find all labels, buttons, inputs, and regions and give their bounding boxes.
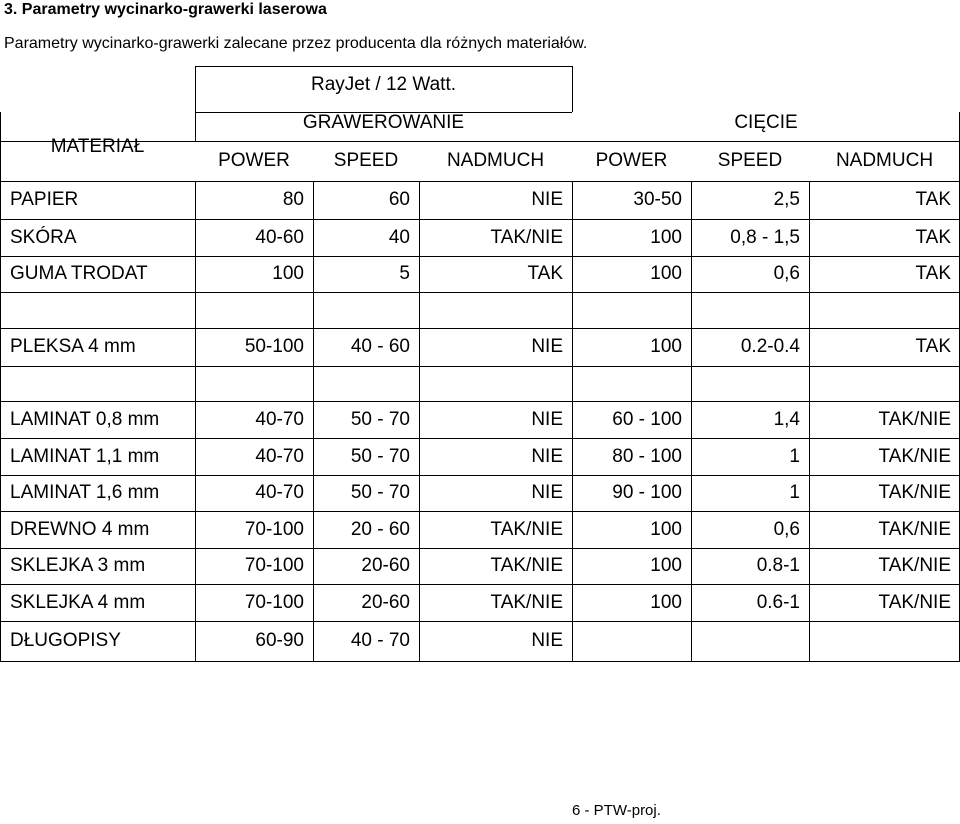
material-name: PAPIER: [10, 189, 79, 210]
table-cell: 30-50: [633, 189, 682, 210]
material-name: LAMINAT 0,8 mm: [10, 408, 160, 430]
intro-text: Parametry wycinarko-grawerki zalecane przez producenta dla różnych materiałów.: [4, 35, 588, 52]
table-cell: 20-60: [361, 591, 410, 613]
table-grid-line: [0, 366, 960, 367]
table-cell: 70-100: [244, 518, 304, 540]
table-grid-line: [0, 292, 960, 293]
table-cell: 1: [789, 482, 800, 503]
table-grid-line: [0, 621, 960, 622]
table-cell: 60 - 100: [612, 408, 682, 430]
table-cell: 40: [388, 226, 410, 248]
table-cell: 80 - 100: [612, 445, 682, 467]
material-name: GUMA TRODAT: [10, 263, 148, 284]
column-header: NADMUCH: [446, 150, 545, 171]
material-header: MATERIAŁ: [50, 135, 145, 157]
table-cell: 0,6: [773, 518, 800, 540]
column-header: POWER: [595, 150, 668, 171]
table-cell: 80: [282, 189, 304, 210]
table-cell: TAK/NIE: [490, 226, 563, 248]
table-cell: 100: [650, 555, 682, 576]
table-grid-line: [0, 256, 960, 257]
table-cell: 40-70: [255, 445, 304, 467]
section-heading: 3. Parametry wycinarko-grawerki laserowa: [4, 1, 327, 18]
table-grid-line: [572, 66, 573, 112]
material-name: SKLEJKA 4 mm: [10, 591, 146, 613]
table-cell: TAK/NIE: [490, 518, 563, 540]
table-grid-line: [0, 181, 960, 182]
material-name: DREWNO 4 mm: [10, 518, 150, 540]
table-cell: TAK: [915, 336, 951, 357]
material-name: DŁUGOPISY: [10, 630, 121, 651]
table-cell: 50 - 70: [350, 408, 410, 430]
material-name: LAMINAT 1,6 mm: [10, 482, 160, 503]
table-cell: 40-70: [255, 482, 304, 503]
table-cell: 0.2-0.4: [740, 336, 800, 357]
table-cell: 70-100: [244, 591, 304, 613]
parameters-table: [0, 66, 960, 662]
table-cell: TAK/NIE: [878, 408, 951, 430]
material-name: LAMINAT 1,1 mm: [10, 445, 160, 467]
table-grid-line: [0, 511, 960, 512]
table-cell: 0,6: [773, 263, 800, 284]
table-cell: 70-100: [244, 555, 304, 576]
table-cell: 100: [650, 591, 682, 613]
table-cell: NIE: [531, 630, 563, 651]
table-grid-line: [0, 181, 1, 661]
table-grid-line: [0, 548, 960, 549]
table-cell: 100: [650, 226, 682, 248]
table-cell: NIE: [531, 189, 563, 210]
table-cell: 40 - 60: [350, 336, 410, 357]
table-cell: 60: [388, 189, 410, 210]
table-grid-line: [0, 584, 960, 585]
table-cell: 2,5: [773, 189, 800, 210]
table-cell: 20-60: [361, 555, 410, 576]
table-cell: 0.6-1: [756, 591, 800, 613]
engraving-group-header: GRAWEROWANIE: [302, 111, 465, 133]
table-cell: TAK/NIE: [878, 445, 951, 467]
table-cell: TAK/NIE: [878, 591, 951, 613]
material-name: SKLEJKA 3 mm: [10, 555, 146, 576]
table-cell: 60-90: [255, 630, 304, 651]
device-label: RayJet / 12 Watt.: [310, 74, 456, 95]
table-cell: 20 - 60: [350, 518, 410, 540]
table-cell: 100: [650, 336, 682, 357]
material-name: SKÓRA: [10, 226, 77, 248]
table-cell: 0,8 - 1,5: [730, 226, 800, 248]
table-cell: 0.8-1: [756, 555, 800, 576]
table-cell: TAK/NIE: [490, 555, 563, 576]
table-cell: 50 - 70: [350, 445, 410, 467]
table-cell: 5: [399, 263, 410, 284]
table-cell: NIE: [531, 408, 563, 430]
table-cell: TAK: [527, 263, 563, 284]
cutting-group-header: CIĘCIE: [734, 111, 798, 133]
table-cell: 100: [272, 263, 304, 284]
table-cell: NIE: [531, 445, 563, 467]
table-cell: 40 - 70: [350, 630, 410, 651]
table-cell: 90 - 100: [612, 482, 682, 503]
table-cell: TAK: [915, 226, 951, 248]
table-grid-line: [0, 219, 960, 220]
table-cell: 1,4: [773, 408, 800, 430]
page-footer: 6 - PTW-proj.: [572, 802, 661, 819]
table-grid-line: [0, 661, 960, 662]
table-grid-line: [0, 438, 960, 439]
table-cell: TAK/NIE: [878, 555, 951, 576]
table-cell: NIE: [531, 336, 563, 357]
table-cell: TAK: [915, 263, 951, 284]
column-header: POWER: [218, 150, 290, 171]
table-cell: NIE: [531, 482, 563, 503]
column-header: SPEED: [717, 150, 783, 171]
column-header: SPEED: [333, 150, 399, 171]
table-grid-line: [0, 328, 960, 329]
table-cell: 100: [650, 518, 682, 540]
table-cell: 40-60: [255, 226, 304, 248]
table-cell: 40-70: [255, 408, 304, 430]
table-cell: TAK/NIE: [878, 518, 951, 540]
table-grid-line: [0, 401, 960, 402]
material-name: PLEKSA 4 mm: [10, 336, 136, 357]
table-cell: TAK: [915, 189, 951, 210]
table-grid-line: [0, 475, 960, 476]
table-cell: 50-100: [244, 336, 304, 357]
table-grid-line: [195, 66, 572, 67]
table-cell: TAK/NIE: [878, 482, 951, 503]
table-cell: 1: [789, 445, 800, 467]
table-cell: 100: [650, 263, 682, 284]
table-cell: TAK/NIE: [490, 591, 563, 613]
table-cell: 50 - 70: [350, 482, 410, 503]
column-header: NADMUCH: [835, 150, 934, 171]
